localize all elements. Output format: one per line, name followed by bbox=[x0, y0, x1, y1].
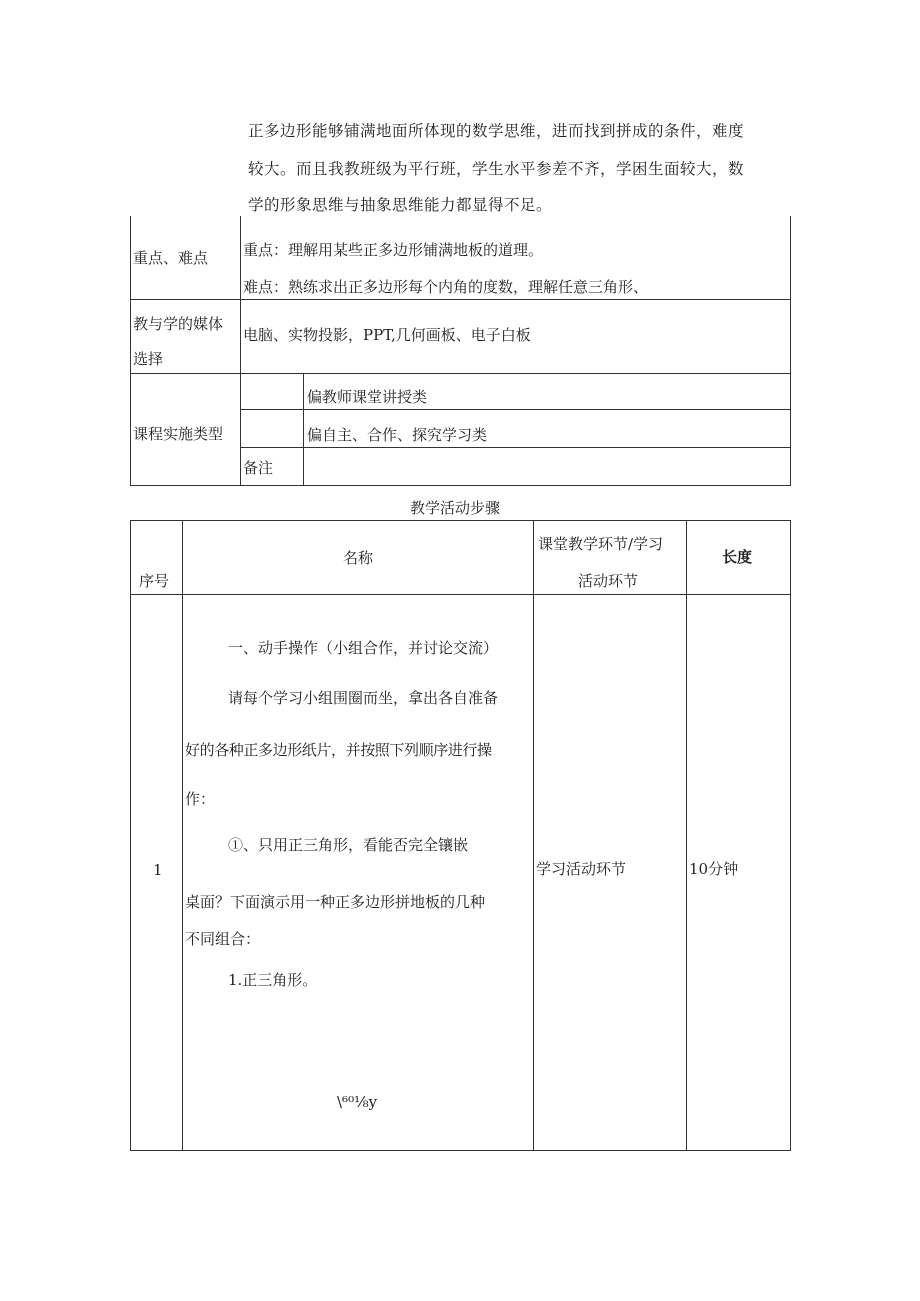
row1-name-line-7: 不同组合： bbox=[185, 930, 261, 948]
row1-phase: 学习活动环节 bbox=[536, 860, 627, 878]
header-index: 序号 bbox=[139, 572, 170, 590]
row1-name-line-2: 请每个学习小组围圈而坐，拿出各自准备 bbox=[228, 689, 499, 707]
row1-figure-label: \⁶⁰⅛y bbox=[337, 1093, 378, 1111]
row1-name-line-6: 桌面？下面演示用一种正多边形拼地板的几种 bbox=[185, 893, 486, 911]
row1-name-line-8: 1.正三角形。 bbox=[228, 971, 318, 989]
remark-label: 备注 bbox=[243, 459, 274, 477]
row1-name-line-4: 作： bbox=[185, 790, 216, 808]
header-phase-line2: 活动环节 bbox=[578, 572, 639, 590]
row1-name-line-5: ①、只用正三角形，看能否完全镶嵌 bbox=[228, 836, 469, 854]
header-name: 名称 bbox=[343, 549, 374, 567]
row1-index: 1 bbox=[153, 861, 163, 879]
difficult-point-text: 难点：熟练求出正多边形每个内角的度数，理解任意三角形、 bbox=[243, 278, 649, 296]
row1-name-line-3: 好的各种正多边形纸片，并按照下列顺序进行操 bbox=[185, 741, 492, 759]
media-value: 电脑、实物投影，PPT,几何画板、电子白板 bbox=[243, 326, 531, 344]
course-type-option-1: 偏教师课堂讲授类 bbox=[307, 388, 428, 406]
intro-line-1: 正多边形能够铺满地面所体现的数学思维，进而找到拼成的条件，难度 bbox=[248, 122, 745, 140]
course-type-option-2: 偏自主、合作、探究学习类 bbox=[307, 426, 488, 444]
header-phase-line1: 课堂教学环节/学习 bbox=[538, 535, 664, 553]
media-label-line1: 教与学的媒体 bbox=[133, 315, 224, 333]
intro-line-2: 较大。而且我教班级为平行班，学生水平参差不齐，学困生面较大，数 bbox=[248, 160, 745, 178]
intro-line-3: 学的形象思维与抽象思维能力都显得不足。 bbox=[248, 196, 553, 214]
steps-title: 教学活动步骤 bbox=[410, 499, 501, 517]
row1-name-line-1: 一、动手操作（小组合作，并讨论交流） bbox=[228, 639, 499, 657]
header-duration: 长度 bbox=[722, 548, 753, 566]
course-type-label: 课程实施类型 bbox=[133, 425, 224, 443]
media-label-line2: 选择 bbox=[133, 350, 164, 368]
key-point-text: 重点：理解用某些正多边形铺满地板的道理。 bbox=[243, 241, 544, 259]
row1-duration: 10分钟 bbox=[689, 860, 739, 878]
key-difficult-label: 重点、难点 bbox=[133, 249, 209, 267]
